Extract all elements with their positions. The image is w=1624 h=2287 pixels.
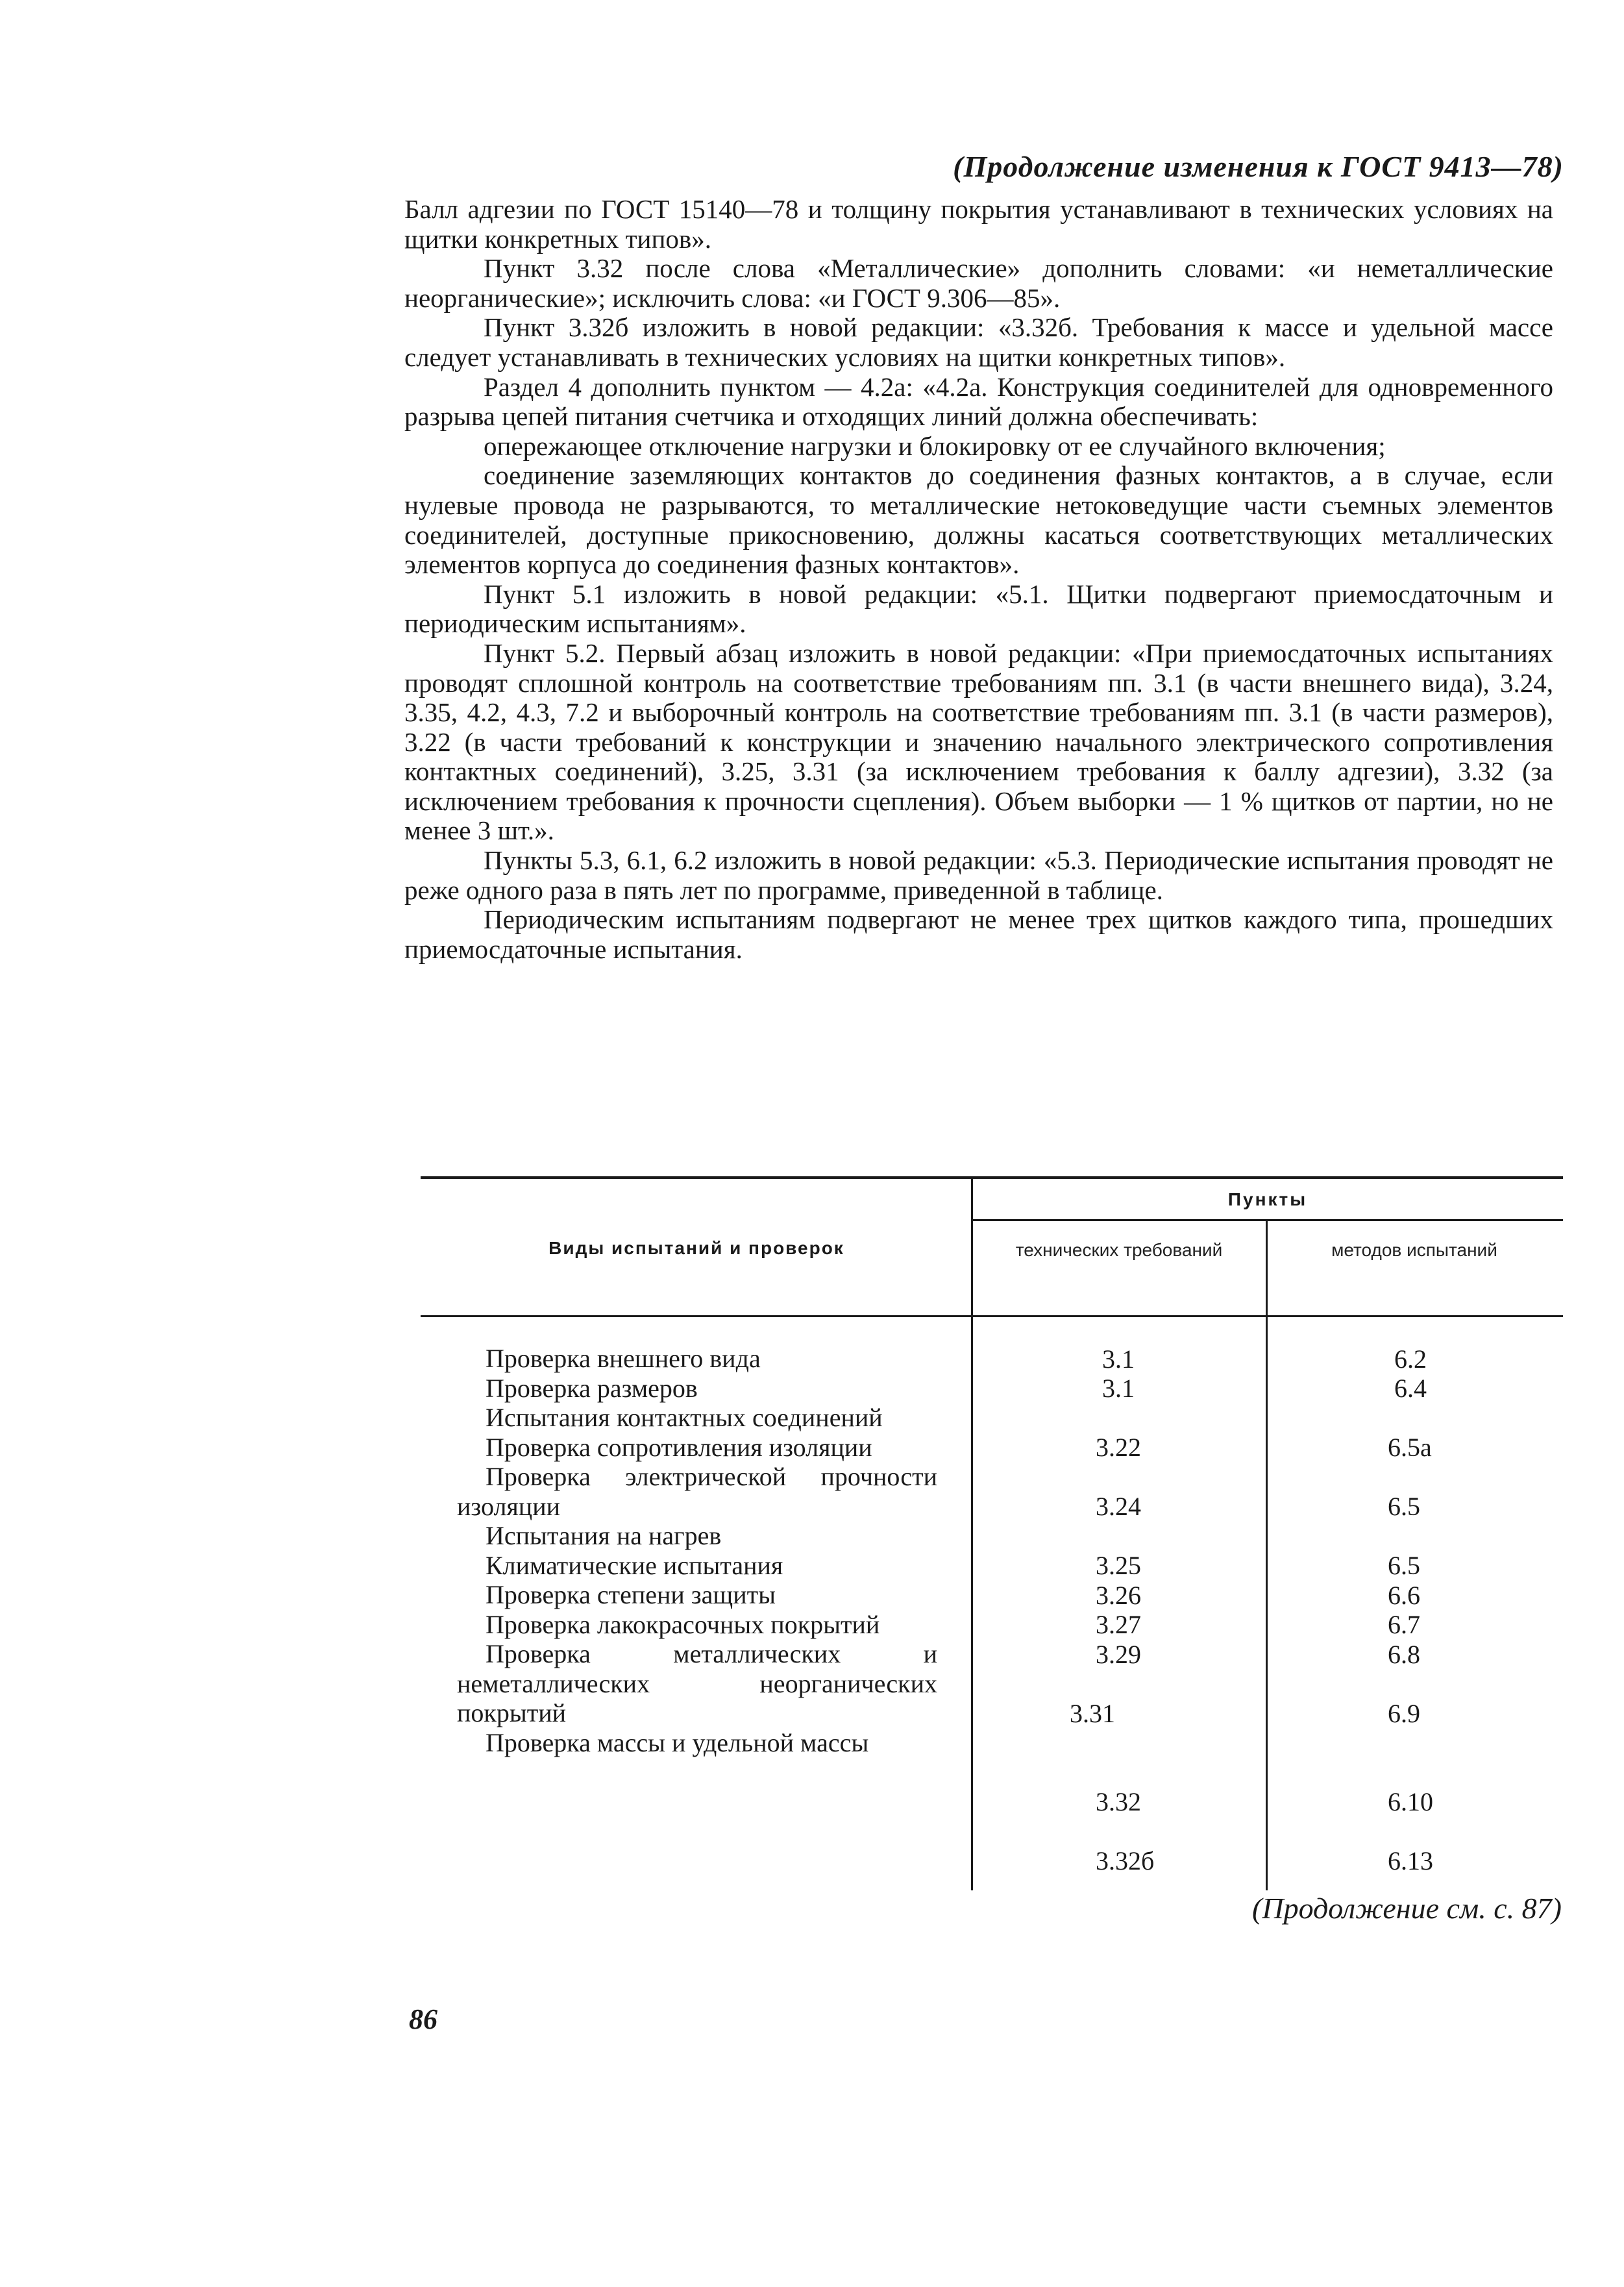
meth-cell: 6.7: [1388, 1610, 1420, 1639]
paragraph: Периодическим испытаниям подвергают не менее трех щитков каждого типа, прошедших приемосдаточные испытания.: [404, 904, 1553, 964]
meth-cell: 6.8: [1388, 1640, 1420, 1669]
table-col-divider: [971, 1176, 973, 1890]
table-row: Проверка внешнего вида: [486, 1344, 761, 1373]
tech-cell: 3.32б: [1096, 1846, 1155, 1875]
table-row: Проверка металлических и неметаллических неорганических покрытий: [457, 1639, 937, 1727]
table-row: Проверка массы и удельной массы: [486, 1727, 869, 1757]
table-group-rule: [972, 1219, 1563, 1221]
meth-cell: 6.9: [1388, 1699, 1420, 1728]
continuation-header: (Продолжение изменения к ГОСТ 9413—78): [953, 150, 1564, 183]
paragraph: соединение заземляющих контактов до соединения фазных контактов, а в случае, если нулевые провода не разрываются, то металлические нетоковедущие части съемных элементов соединителей, доступные прикосновению, должны касаться соответствующих металлических элементов корпуса до соединения фазных контактов».: [404, 460, 1553, 580]
table-top-rule: [421, 1176, 1563, 1179]
table-row: Климатические испытания: [486, 1550, 783, 1580]
paragraph: Пункт 5.2. Первый абзац изложить в новой редакции: «При приемосдаточных испытаниях проводят сплошной контроль на соответствие требованиям пп. 3.1 (в части внешнего вида), 3.24, 3.35, 4.2, 4.3, 7.2 и выборочный контроль на соответствие требованиям пп. 3.1 (в части размеров), 3.22 (в части требований к конструкции и значению начального электрического сопротивления контактных соединений), 3.25, 3.31 (за исключением требования к баллу адгезии), 3.32 (за исключением требования к прочности сцепления). Объем выборки — 1 % щитков от партии, но не менее 3 шт.».: [404, 637, 1553, 846]
table-subcol-divider: [1266, 1219, 1268, 1890]
paragraph: Пункт 3.32б изложить в новой редакции: «3.32б. Требования к массе и удельной массе следует устанавливать в технических условиях на щитки конкретных типов».: [404, 312, 1553, 372]
tech-cell: 3.27: [1096, 1610, 1141, 1639]
meth-cell: 6.10: [1388, 1787, 1433, 1816]
paragraph: Раздел 4 дополнить пунктом — 4.2а: «4.2а. Конструкция соединителей для одновременного разрыва цепей питания счетчика и отходящих линий должна обеспечивать:: [404, 371, 1553, 432]
tech-cell: 3.29: [1096, 1640, 1141, 1669]
meth-cell: 6.2: [1394, 1344, 1427, 1374]
paragraph: Пункт 5.1 изложить в новой редакции: «5.1. Щитки подвергают приемосдаточным и периодическим испытаниям».: [404, 578, 1553, 639]
tech-cell: 3.1: [1102, 1344, 1135, 1374]
meth-cell: 6.5а: [1388, 1433, 1432, 1462]
table-row: Испытания на нагрев: [486, 1521, 722, 1550]
table-row: Испытания контактных соединений: [486, 1403, 883, 1432]
header-meth: методов испытаний: [1331, 1240, 1497, 1260]
meth-cell: 6.4: [1394, 1374, 1427, 1403]
continuation-footer: (Продолжение см. с. 87): [1252, 1892, 1562, 1925]
table-names-column: [457, 1344, 937, 1757]
paragraph: Пункты 5.3, 6.1, 6.2 изложить в новой редакции: «5.3. Периодические испытания проводят не реже одного раза в пять лет по программе, приведенной в таблице.: [404, 845, 1553, 905]
tech-cell: 3.24: [1096, 1492, 1141, 1521]
table-row: Проверка электрической прочности изоляции: [457, 1462, 937, 1521]
paragraph: Балл адгезии по ГОСТ 15140—78 и толщину покрытия устанавливают в технических условиях на щитки конкретных типов».: [404, 194, 1553, 254]
tech-cell: 3.32: [1096, 1787, 1141, 1816]
paragraph: опережающее отключение нагрузки и блокировку от ее случайного включения;: [484, 430, 1386, 461]
table-header-rule: [421, 1315, 1563, 1317]
paragraph: Пункт 3.32 после слова «Металлические» дополнить словами: «и неметаллические неорганические»; исключить слова: «и ГОСТ 9.306—85».: [404, 253, 1553, 313]
tech-cell: 3.26: [1096, 1581, 1141, 1610]
header-kind: Виды испытаний и проверок: [548, 1238, 844, 1258]
body-text: [404, 195, 1553, 964]
meth-cell: 6.5: [1388, 1551, 1420, 1580]
tech-cell: 3.31: [1070, 1699, 1115, 1728]
tech-cell: 3.1: [1102, 1374, 1135, 1403]
meth-cell: 6.5: [1388, 1492, 1420, 1521]
header-group: Пункты: [1227, 1189, 1308, 1209]
table-row: Проверка степени защиты: [486, 1580, 776, 1609]
table-row: Проверка размеров: [486, 1373, 698, 1403]
tests-table: [421, 1176, 1563, 1890]
table-row: Проверка лакокрасочных покрытий: [486, 1609, 880, 1639]
meth-cell: 6.13: [1388, 1846, 1433, 1875]
page-number: 86: [409, 2003, 437, 2035]
table-row: Проверка сопротивления изоляции: [486, 1432, 872, 1462]
tech-cell: 3.25: [1096, 1551, 1141, 1580]
tech-cell: 3.22: [1096, 1433, 1141, 1462]
meth-cell: 6.6: [1388, 1581, 1420, 1610]
header-tech: технических требований: [1015, 1240, 1223, 1260]
